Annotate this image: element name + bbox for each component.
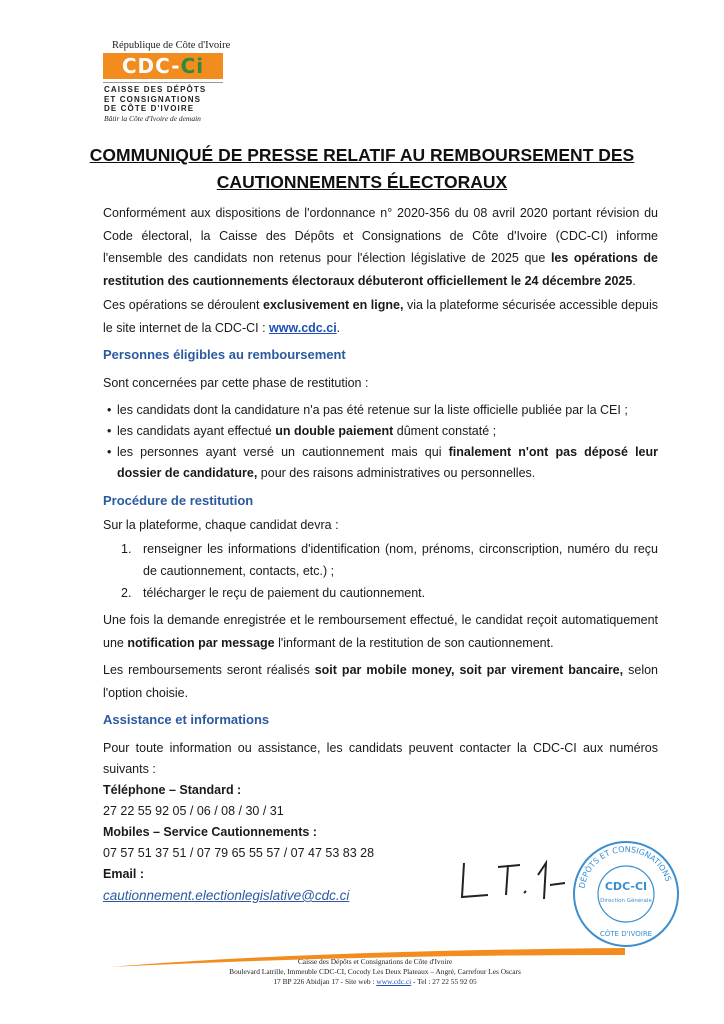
online-paragraph — [103, 294, 658, 339]
title-line: COMMUNIQUÉ DE PRESSE RELATIF AU REMBOURSEMENT DES — [89, 145, 635, 165]
stamp-center: CDC-CI — [604, 880, 648, 893]
footer-line — [150, 977, 600, 987]
pay-bold: soit par mobile money, soit par virement bancaire, — [314, 663, 624, 677]
item-text: les personnes ayant versé un cautionnement mais qui — [117, 444, 449, 459]
payment-paragraph — [103, 659, 658, 704]
item-text: pour des raisons administratives ou personnelles. — [257, 465, 536, 480]
item-bold: finalement n'ont pas déposé leur dossier de candidature, — [117, 444, 658, 480]
pay-text-2: selon l'option choisie. — [103, 663, 658, 700]
mobile-label: Mobiles – Service Cautionnements : — [103, 825, 317, 839]
item-bold: un double paiement — [275, 423, 394, 438]
online-bold: exclusivement en ligne, — [263, 298, 404, 312]
republic-label: République de Côte d'Ivoire — [112, 40, 231, 51]
org-name-line: CAISSE DES DÉPÔTS — [104, 85, 207, 94]
eligible-heading: Personnes éligibles au remboursement — [103, 347, 346, 362]
email-link[interactable]: cautionnement.electionlegislative@cdc.ci — [103, 888, 350, 903]
procedure-intro: Sur la plateforme, chaque candidat devra : — [103, 517, 339, 532]
procedure-steps — [103, 538, 658, 604]
phone-label: Téléphone – Standard : — [103, 783, 242, 797]
intro-text: Conformément aux dispositions de l'ordonnance n° 2020-356 du 08 avril 2020 portant révision du Code électoral, la Caisse des Dépôts et Consignations de Côte d'Ivoire (CDC-CI) informe l'ensemble des candidats non retenus pour l'élection législative de 2025 que — [103, 206, 658, 265]
notif-bold: notification par message — [127, 635, 275, 650]
pay-text: Les remboursements seront réalisés — [103, 663, 315, 677]
intro-end: . — [632, 273, 636, 288]
signature — [450, 855, 570, 905]
website-link[interactable]: www.cdc.ci — [269, 320, 337, 335]
eligible-intro: Sont concernées par cette phase de restitution : — [103, 376, 369, 390]
tagline: Bâtir la Côte d'Ivoire de demain — [104, 113, 201, 123]
footer-text: 17 BP 226 Abidjan 17 - Site web : — [273, 977, 377, 986]
footer-website-link[interactable]: www.cdc.ci — [376, 977, 412, 986]
stamp-ring-text: DÉPÔTS ET CONSIGNATIONS — [577, 844, 673, 890]
online-text-2: via la plateforme sécurisée accessible depuis le site internet de la CDC-CI : — [103, 298, 658, 335]
intro-bold: les opérations de restitution des cautionnements électoraux débuteront officiellement le 24 décembre 2025 — [103, 251, 659, 288]
procedure-heading: Procédure de restitution — [103, 492, 254, 508]
org-name-line: DE CÔTE D'IVOIRE — [104, 104, 195, 113]
step-number: 2. — [121, 586, 132, 600]
org-block — [104, 85, 234, 124]
cdc-ci-logo — [103, 53, 223, 79]
eligible-list — [107, 400, 658, 484]
assistance-heading: Assistance et informations — [103, 712, 270, 727]
step-text: télécharger le reçu de paiement du cautionnement. — [143, 586, 426, 600]
step-item — [103, 582, 658, 604]
item-text: les candidats ayant effectué — [117, 423, 276, 438]
item-text: dûment constaté ; — [393, 423, 497, 438]
logo-text: CDC- — [121, 54, 181, 78]
assistance-intro: Pour toute information ou assistance, les candidats peuvent contacter la CDC-CI aux numéros suivants : — [103, 741, 658, 776]
footer-line: Caisse des Dépôts et Consignations de Côte d'Ivoire — [297, 957, 453, 966]
stamp-sub: Direction Générale — [600, 898, 652, 904]
list-item — [107, 442, 658, 484]
document-body — [103, 202, 658, 907]
list-item: • les candidats dont la candidature n'a pas été retenue sur la liste officielle publiée par la CEI ; — [107, 400, 658, 421]
footer-line: Boulevard Latrille, Immeuble CDC-CI, Cocody Les Deux Plateaux – Angré, Carrefour Les Oscars — [229, 967, 521, 976]
footer — [150, 957, 600, 987]
list-item — [107, 421, 658, 442]
logo-divider — [103, 82, 223, 83]
org-name-line: ET CONSIGNATIONS — [104, 94, 202, 104]
footer-text: - Tel : 27 22 55 92 05 — [411, 977, 477, 986]
mobile-numbers: 07 57 51 37 51 / 07 79 65 55 57 / 07 47 53 83 28 — [103, 846, 375, 860]
org-name — [104, 85, 234, 114]
online-text: Ces opérations se déroulent — [103, 298, 263, 312]
step-text: renseigner les informations d'identification (nom, prénoms, circonscription, numéro du reçu de cautionnement, contacts, etc.) ; — [143, 542, 658, 578]
notif-text-2: l'informant de la restitution de son cautionnement. — [274, 635, 554, 650]
step-number: 1. — [121, 542, 132, 556]
email-label: Email : — [103, 867, 144, 881]
online-end: . — [336, 320, 341, 335]
step-item — [103, 538, 658, 582]
intro-paragraph — [103, 202, 658, 292]
page-title — [30, 142, 694, 196]
logo-text-ci: Ci — [180, 54, 205, 78]
title-line: CAUTIONNEMENTS ÉLECTORAUX — [216, 172, 508, 192]
notif-text: Une fois la demande enregistrée et le remboursement effectué, le candidat reçoit automatiquement une — [103, 613, 658, 650]
official-stamp — [570, 838, 682, 950]
phone-numbers: 27 22 55 92 05 / 06 / 08 / 30 / 31 — [103, 804, 284, 818]
notification-paragraph — [103, 609, 658, 654]
stamp-bottom-text: CÔTE D'IVOIRE — [599, 930, 653, 938]
